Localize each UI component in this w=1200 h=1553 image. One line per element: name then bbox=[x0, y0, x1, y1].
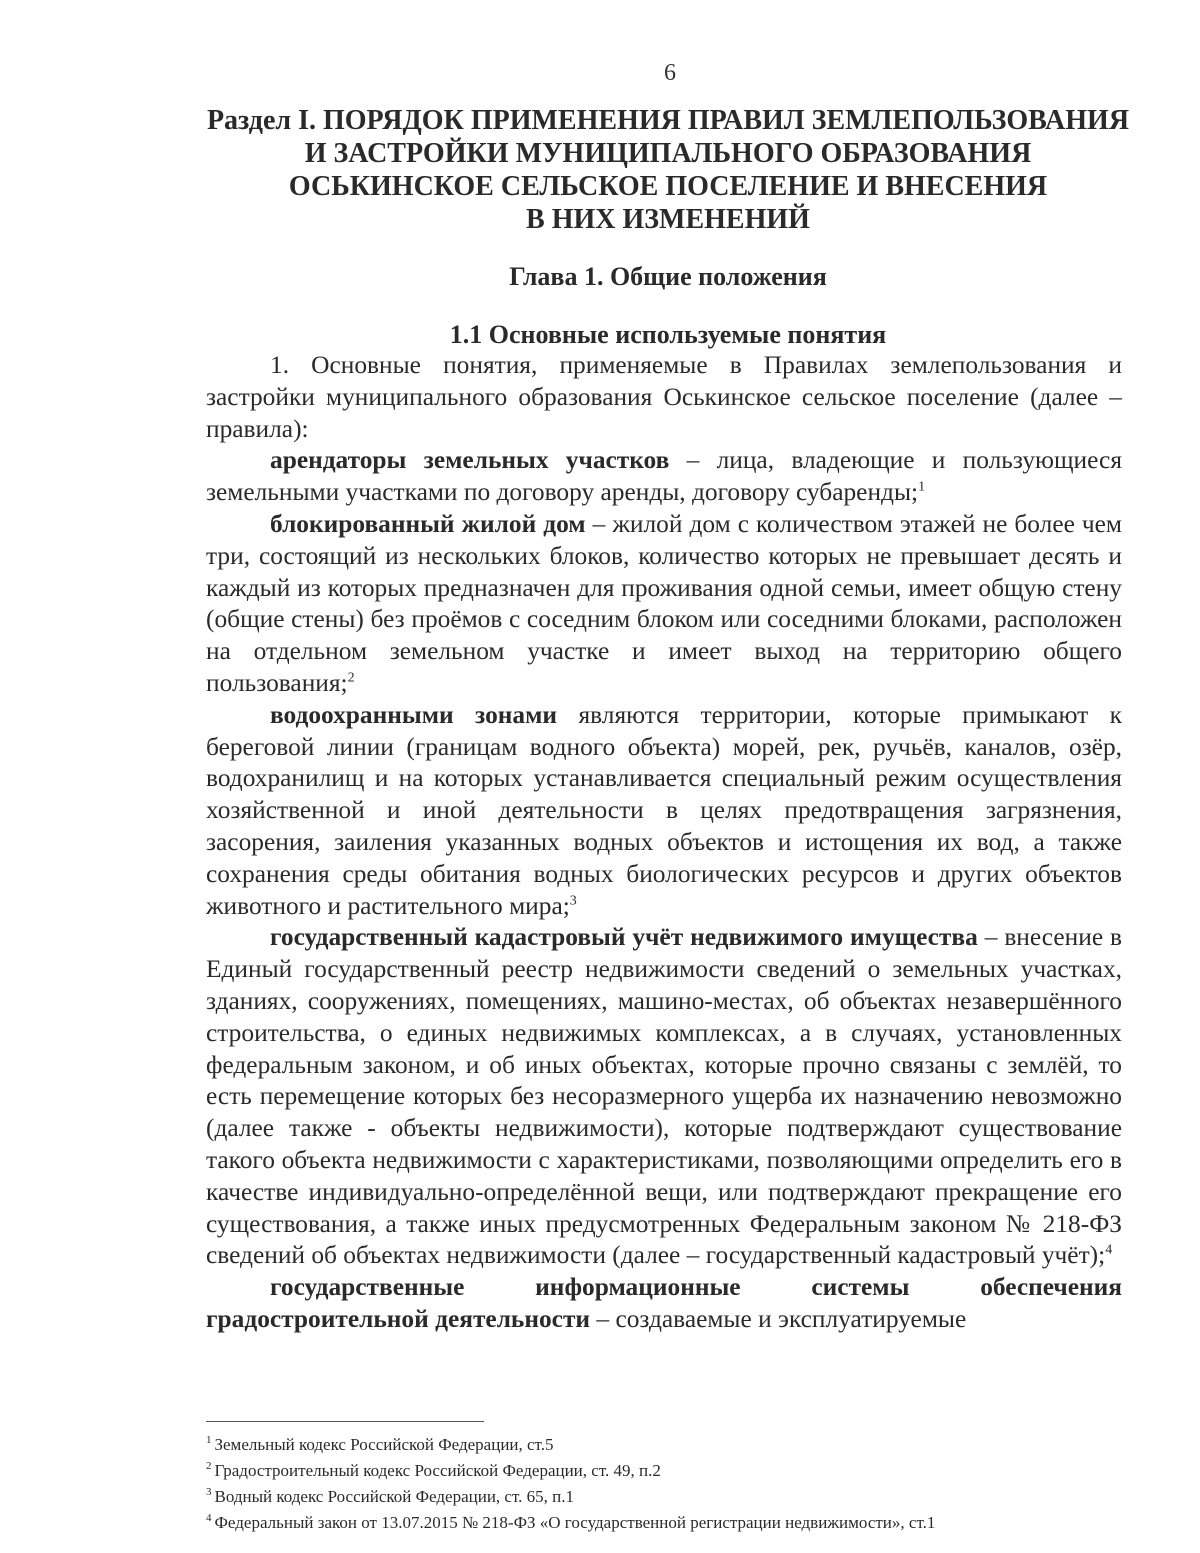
footnote bbox=[206, 1484, 1136, 1510]
footnote-ref: 4 bbox=[1105, 1242, 1113, 1258]
definition-term: блокированный жилой дом bbox=[270, 509, 586, 538]
definition-text: являются территории, которые примыкают к береговой линии (границам водного объекта) морей, рек, ручьёв, каналов, озёр, водохранилищ и на которых устанавливается специальный режим осуществления хозяйственной и иной деятельности в целях предотвращения загрязнения, засорения, заиления указанных водных объектов и истощения их вод, а также сохранения среды обитания водных биологических ресурсов и других объектов животного и растительного мира; bbox=[206, 700, 1122, 920]
definition-term: водоохранными зонами bbox=[270, 700, 558, 729]
footnote-text: Градостроительный кодекс Российской Федерации, ст. 49, п.2 bbox=[214, 1461, 661, 1480]
definition-text: – лица, владеющие и пользующиеся земельными участками по договору аренды, договору субаренды; bbox=[206, 446, 1122, 507]
section-title-line: Раздел I. ПОРЯДОК ПРИМЕНЕНИЯ ПРАВИЛ ЗЕМЛЕПОЛЬЗОВАНИЯ bbox=[206, 105, 1130, 136]
footnote bbox=[206, 1432, 1136, 1458]
footnote-mark: 2 bbox=[206, 1460, 212, 1473]
subsection-title: 1.1 Основные используемые понятия bbox=[449, 320, 887, 349]
definition-paragraph bbox=[206, 1272, 1122, 1336]
footnote bbox=[206, 1510, 1136, 1536]
footnote-text: Федеральный закон от 13.07.2015 № 218-ФЗ «О государственной регистрации недвижимости», ст.1 bbox=[214, 1513, 936, 1532]
section-title-line: В НИХ ИЗМЕНЕНИЙ bbox=[526, 204, 810, 235]
definition-paragraph bbox=[206, 445, 1122, 509]
definition-term: государственный кадастровый учёт недвижимого имущества bbox=[270, 923, 978, 952]
definition-text: – внесение в Единый государственный реестр недвижимости сведений о земельных участках, зданиях, сооружениях, помещениях, машино-местах, об объектах незавершённого строительства, о единых недвижимых комплексах, а в случаях, установленных федеральным законом, и об иных объектах, которые прочно связаны с землёй, то есть перемещение которых без несоразмерного ущерба их назначению невозможно (далее также - объекты недвижимости), которые подтверждают существование такого объекта недвижимости с характеристиками, позволяющими определить его в качестве индивидуально-определённой вещи, или подтверждают прекращение его существования, а также иных предусмотренных Федеральным законом № 218-ФЗ сведений об объектах недвижимости (далее – государственный кадастровый учёт); bbox=[206, 923, 1122, 1270]
footnote-text: Земельный кодекс Российской Федерации, ст.5 bbox=[214, 1435, 554, 1454]
definition-text: – создаваемые и эксплуатируемые bbox=[590, 1304, 967, 1333]
footnote-ref: 1 bbox=[918, 479, 926, 495]
footnote-mark: 3 bbox=[206, 1486, 212, 1499]
section-title-line: ОСЬКИНСКОЕ СЕЛЬСКОЕ ПОСЕЛЕНИЕ И ВНЕСЕНИЯ bbox=[288, 171, 1048, 202]
body-text bbox=[206, 350, 1122, 1336]
definition-text: – жилой дом с количеством этажей не более чем три, состоящий из нескольких блоков, количество которых не превышает десять и каждый из которых предназначен для проживания одной семьи, имеет общую стену (общие стены) без проёмов с соседним блоком или соседними блоками, расположен на отдельном земельном участке и имеет выход на территорию общего пользования; bbox=[206, 509, 1122, 697]
footnote-divider bbox=[206, 1421, 484, 1422]
definition-term: государственные информационные системы обеспечения градостроительной деятельности bbox=[206, 1273, 1122, 1333]
definition-paragraph bbox=[206, 509, 1122, 700]
footnote-mark: 1 bbox=[206, 1434, 212, 1447]
definition-term: арендаторы земельных участков bbox=[270, 446, 670, 475]
footnote-ref: 2 bbox=[347, 670, 355, 686]
footnotes bbox=[206, 1432, 1136, 1536]
definition-paragraph bbox=[206, 922, 1122, 1272]
chapter-title: Глава 1. Общие положения bbox=[509, 262, 827, 291]
footnote-ref: 3 bbox=[569, 893, 577, 909]
intro-paragraph: 1. Основные понятия, применяемые в Правилах землепользования и застройки муниципального образования Оськинское сельское поселение (далее – правила): bbox=[206, 351, 1122, 443]
footnote-mark: 4 bbox=[206, 1512, 212, 1525]
page-number: 6 bbox=[664, 60, 676, 86]
section-title-line: И ЗАСТРОЙКИ МУНИЦИПАЛЬНОГО ОБРАЗОВАНИЯ bbox=[304, 138, 1032, 169]
section-title bbox=[206, 104, 1130, 236]
footnote bbox=[206, 1458, 1136, 1484]
footnote-text: Водный кодекс Российской Федерации, ст. 65, п.1 bbox=[214, 1487, 574, 1506]
definition-paragraph bbox=[206, 700, 1122, 923]
